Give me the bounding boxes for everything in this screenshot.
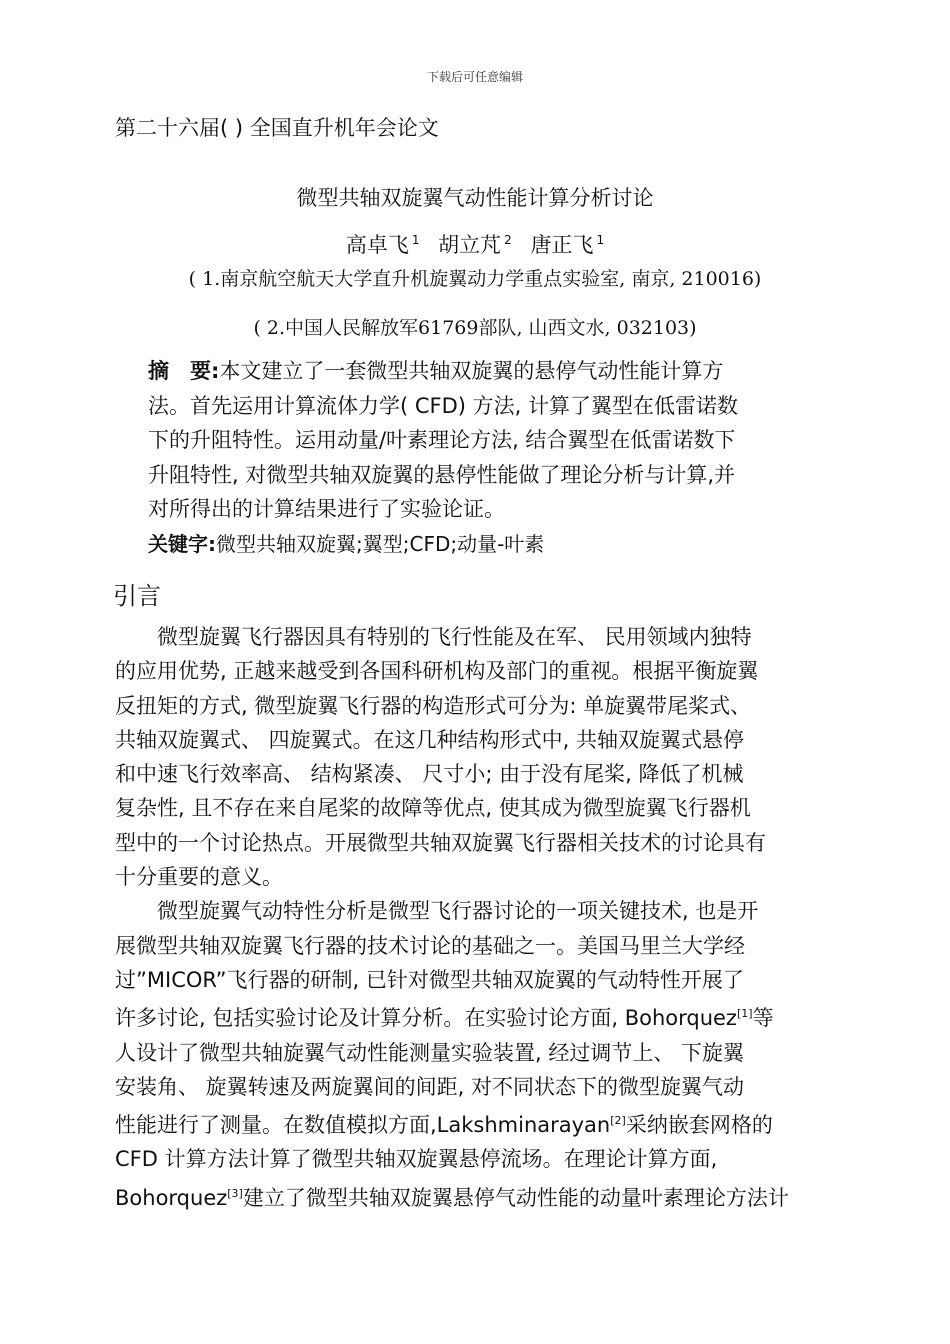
affiliation-1: ( 1.南京航空航天大学直升机旋翼动力学重点实验室, 南京, 210016) — [188, 268, 762, 290]
paragraph-line: 和中速飞行效率高、 结构紧凑、 尺寸小; 由于没有尾桨, 降低了机械 — [115, 762, 744, 787]
text-fragment: 许多讨论, 包括实验讨论及计算分析。在实验讨论方面, Bohorquez — [115, 1006, 737, 1031]
abstract-label: 摘 要: — [148, 359, 220, 383]
abstract — [148, 354, 818, 527]
paragraph-line: 的应用优势, 正越来越受到各国科研机构及部门的重视。根据平衡旋翼 — [115, 659, 759, 684]
header-note: 下载后可任意编辑 — [426, 70, 523, 84]
paragraph-line: 型中的一个讨论热点。开展微型共轴双旋翼飞行器相关技术的讨论具有 — [115, 830, 766, 855]
paragraph-line — [115, 997, 845, 1035]
paragraph-line: 微型旋翼飞行器因具有特别的飞行性能及在军、 民用领域内独特 — [157, 625, 752, 649]
author-name: 胡立芃 — [438, 233, 502, 257]
paragraph-line: CFD 计算方法计算了微型共轴双旋翼悬停流场。在理论计算方面, — [115, 1147, 718, 1172]
citation-ref-3: [3] — [227, 1186, 243, 1200]
author — [346, 233, 420, 257]
paper-title: 微型共轴双旋翼气动性能计算分析讨论 — [296, 186, 654, 210]
paragraph-line: 人设计了微型共轴旋翼气动性能测量实验装置, 经过调节上、 下旋翼 — [115, 1040, 745, 1065]
abstract-line — [148, 354, 818, 389]
abstract-line: 下的升阻特性。运用动量/叶素理论方法, 结合翼型在低雷诺数下 — [148, 428, 736, 452]
paragraph-line — [115, 1104, 845, 1142]
section-heading-introduction: 引言 — [113, 582, 161, 610]
author-affiliation-mark: 2 — [504, 233, 512, 247]
paragraph-line: 展微型共轴双旋翼飞行器的技术讨论的基础之一。美国马里兰大学经 — [115, 933, 745, 958]
abstract-line: 法。首先运用计算流体力学( CFD) 方法, 计算了翼型在低雷诺数 — [148, 393, 738, 418]
paragraph-line: 复杂性, 且不存在来自尾桨的故障等优点, 使其成为微型旋翼飞行器机 — [115, 796, 751, 821]
paragraph-line: 十分重要的意义。 — [115, 865, 283, 890]
paragraph-line — [115, 1177, 845, 1215]
text-fragment: Bohorquez — [115, 1185, 228, 1210]
author-list — [0, 229, 950, 259]
paragraph-line: 过”MICOR”飞行器的研制, 已针对微型共轴双旋翼的气动特性开展了 — [115, 967, 744, 992]
abstract-line: 升阻特性, 对微型共轴双旋翼的悬停性能做了理论分析与计算,并 — [148, 462, 736, 487]
keywords-text: 微型共轴双旋翼;翼型;CFD;动量-叶素 — [216, 532, 545, 556]
keywords-label: 关键字: — [148, 532, 216, 556]
paragraph-line: 微型旋翼气动特性分析是微型飞行器讨论的一项关键技术, 也是开 — [157, 899, 759, 924]
abstract-line: 对所得出的计算结果进行了实验论证。 — [148, 497, 505, 521]
citation-ref-1: [1] — [736, 1007, 753, 1021]
keywords — [148, 528, 544, 557]
conference-name: 第二十六届( ) 全国直升机年会论文 — [115, 116, 439, 140]
introduction-body — [115, 620, 845, 1215]
paragraph-line: 共轴双旋翼式、 四旋翼式。在这几种结构形式中, 共轴双旋翼式悬停 — [115, 727, 745, 752]
abstract-text: 本文建立了一套微型共轴双旋翼的悬停气动性能计算方 — [219, 359, 724, 383]
text-fragment: 建立了微型共轴双旋翼悬停气动性能的动量叶素理论方法计 — [242, 1185, 789, 1210]
citation-ref-2: [2] — [610, 1114, 626, 1128]
author — [438, 233, 512, 257]
paragraph-line: 安装角、 旋翼转速及两旋翼间的间距, 对不同状态下的微型旋翼气动 — [115, 1074, 745, 1099]
text-fragment: 采纳嵌套网格的 — [625, 1113, 773, 1138]
text-fragment: 等 — [752, 1006, 774, 1031]
author-name: 唐正飞 — [530, 233, 594, 257]
affiliation-2: ( 2.中国人民解放军61769部队, 山西文水, 032103) — [253, 317, 697, 339]
author-name: 高卓飞 — [345, 233, 409, 257]
text-fragment: 性能进行了测量。在数值模拟方面,Lakshminarayan — [115, 1113, 611, 1138]
paragraph-line: 反扭矩的方式, 微型旋翼飞行器的构造形式可分为: 单旋翼带尾桨式、 — [115, 693, 752, 718]
author-affiliation-mark: 1 — [411, 233, 420, 247]
author-affiliation-mark: 1 — [596, 233, 605, 247]
author — [531, 233, 605, 257]
